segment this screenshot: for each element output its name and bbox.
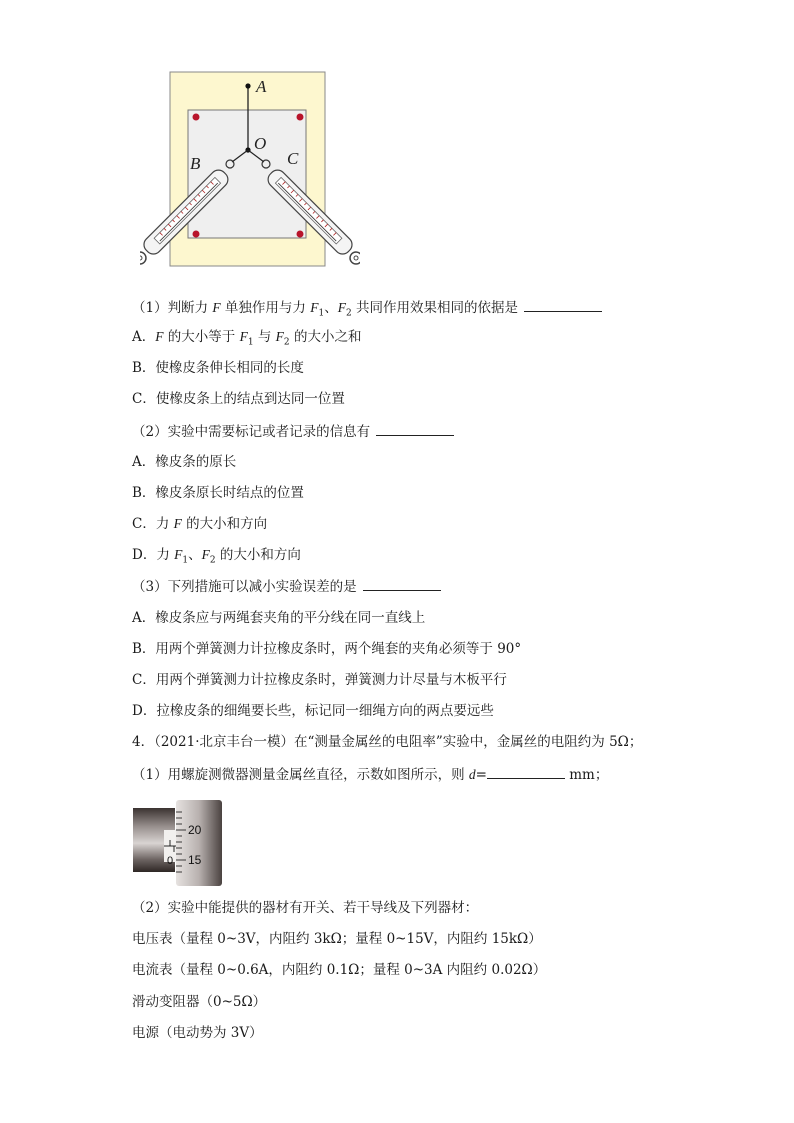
answer-blank-4-1[interactable] — [487, 764, 565, 779]
pin-bottom-right — [297, 231, 304, 238]
pin-top-left — [193, 114, 200, 121]
option-3-3-b[interactable]: B．用两个弹簧测力计拉橡皮条时，两个绳套的夹角必须等于 90° — [132, 641, 522, 657]
option-3-2-b[interactable]: B．橡皮条原长时结点的位置 — [132, 485, 304, 501]
label-c: C — [287, 149, 299, 168]
label-o: O — [254, 134, 267, 153]
micrometer-figure — [130, 798, 225, 888]
label-b: B — [190, 154, 201, 173]
option-3-1-b[interactable]: B．使橡皮条伸长相同的长度 — [132, 360, 304, 376]
label-a: A — [256, 77, 267, 96]
option-3-2-a[interactable]: A．橡皮条的原长 — [132, 454, 237, 470]
question-3-3-stem: （3）下列措施可以减小实验误差的是 — [132, 576, 441, 597]
answer-blank-3-1[interactable] — [524, 297, 602, 312]
pin-top-right — [297, 114, 304, 121]
equipment-ammeter: 电流表（量程 0~0.6A，内阻约 0.1Ω；量程 0~3A 内阻约 0.02Ω） — [132, 962, 547, 978]
equipment-power-source: 电源（电动势为 3V） — [132, 1025, 263, 1041]
equipment-voltmeter: 电压表（量程 0~3V，内阻约 3kΩ；量程 0~15V，内阻约 15kΩ） — [132, 931, 542, 947]
force-experiment-figure — [140, 70, 360, 270]
pin-bottom-left — [193, 231, 200, 238]
question-4-stem: 4．（2021·北京丰台一模）在“测量金属丝的电阻率”实验中，金属丝的电阻约为 5Ω； — [132, 734, 643, 750]
option-3-3-c[interactable]: C．用两个弹簧测力计拉橡皮条时，弹簧测力计尽量与木板平行 — [132, 672, 507, 688]
question-3-2-stem: （2）实验中需要标记或者记录的信息有 — [132, 421, 454, 442]
option-3-1-c[interactable]: C．使橡皮条上的结点到达同一位置 — [132, 391, 345, 407]
answer-blank-3-2[interactable] — [376, 421, 454, 436]
thimble-label-20: 20 — [188, 823, 202, 837]
question-4-2: （2）实验中能提供的器材有开关、若干导线及下列器材： — [132, 900, 479, 916]
equipment-rheostat: 滑动变阻器（0~5Ω） — [132, 994, 267, 1010]
question-4-1: （1）用螺旋测微器测量金属丝直径，示数如图所示，则 d= mm； — [132, 764, 608, 785]
option-3-3-a[interactable]: A．橡皮条应与两绳套夹角的平分线在同一直线上 — [132, 610, 426, 626]
question-3-1-stem: （1）判断力 F 单独作用与力 $F_1$、$F_2$ 共同作用效果相同的依据是 — [132, 297, 602, 324]
anchor-point-a — [245, 83, 250, 88]
sleeve-label-0: 0 — [167, 855, 174, 867]
option-3-1-a[interactable]: A．F 的大小等于 $F_1$ 与 $F_2$ 的大小之和 — [132, 329, 362, 348]
thimble-label-15: 15 — [188, 853, 202, 867]
option-3-2-d[interactable]: D．力 $F_1$、$F_2$ 的大小和方向 — [132, 547, 301, 566]
option-3-3-d[interactable]: D．拉橡皮条的细绳要长些，标记同一细绳方向的两点要远些 — [132, 703, 494, 719]
micrometer-thimble — [176, 800, 222, 886]
paper-sheet — [188, 110, 306, 238]
option-3-2-c[interactable]: C．力 F 的大小和方向 — [132, 516, 268, 532]
answer-blank-3-3[interactable] — [363, 576, 441, 591]
